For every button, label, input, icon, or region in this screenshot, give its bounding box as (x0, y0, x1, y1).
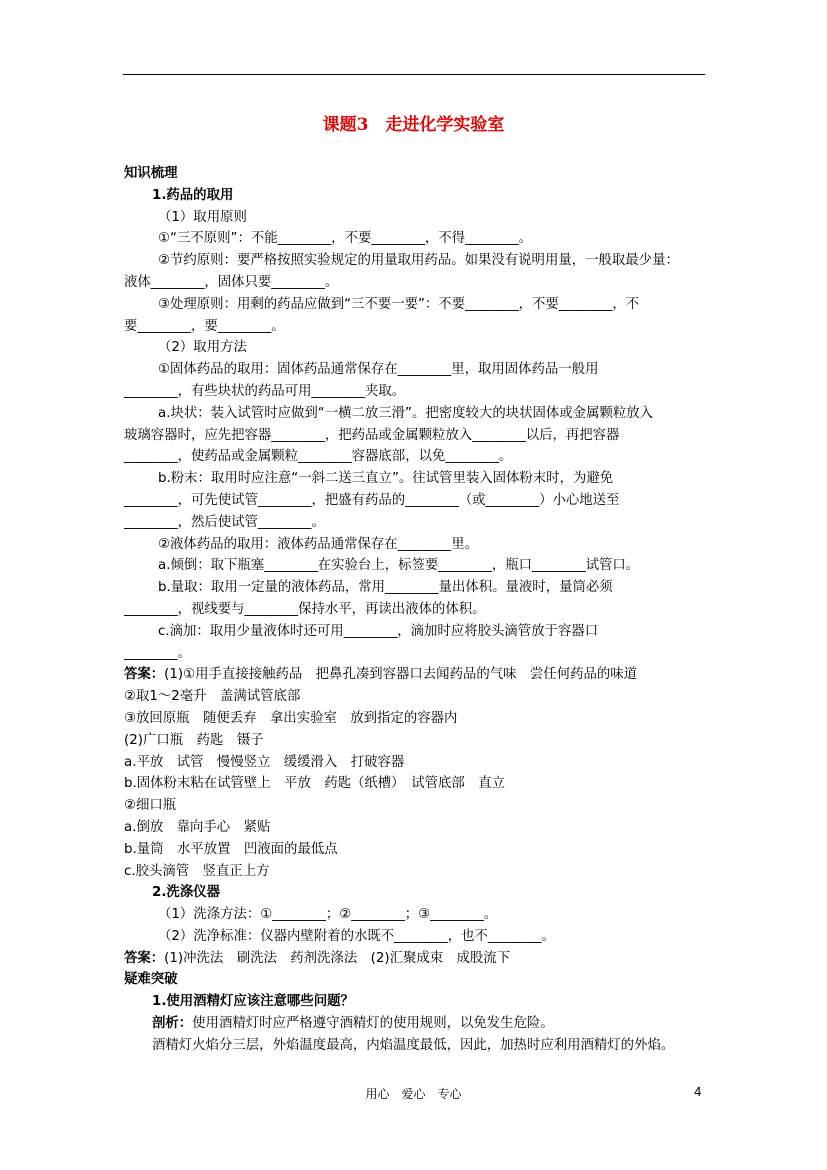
page-footer: 用心 爱心 专心 (365, 1087, 462, 1101)
text-line: b.粉末：取用时应注意“一斜二送三直立”。往试管里装入固体粉末时，为避免 (158, 471, 614, 487)
text-line: 剖析：使用酒精灯时应严格遵守酒精灯的使用规则，以免发生危险。 (152, 1016, 554, 1032)
text-line: （2）洗净标准：仪器内壁附着的水既不________，也不________。 (158, 928, 555, 944)
text-line: a.平放 试管 慢慢竖立 缓缓滑入 打破容器 (124, 754, 405, 770)
text-line: （1）洗涤方法：①________；②________；③________。 (158, 907, 498, 923)
text-line: ________，然后使试管________。 (124, 514, 325, 530)
text-line: 要________，要________。 (124, 318, 285, 334)
text-line: ________，有些块状的药品可用________夹取。 (124, 383, 406, 399)
document-body (124, 163, 706, 1057)
text-line: b.固体粉末粘在试管壁上 平放 药匙（纸槽） 试管底部 直立 (124, 776, 505, 792)
text-line: a.倾倒：取下瓶塞________在实验台上，标签要________，瓶口________试管口。 (158, 558, 640, 574)
text-line: 酒精灯火焰分三层，外焰温度最高，内焰温度最低，因此，加热时应利用酒精灯的外焰。 (152, 1037, 675, 1053)
text-line: ________，使药品或金属颗粒________容器底部，以免________。 (124, 449, 513, 465)
text-line: ③放回原瓶 随便丢弃 拿出实验室 放到指定的容器内 (124, 710, 458, 726)
bold-label: 答案： (124, 667, 165, 683)
text-line: c.胶头滴管 竖直正上方 (124, 863, 270, 879)
text-line: c.滴加：取用少量液体时还可用________，滴加时应将胶头滴管放于容器口 (158, 623, 599, 639)
text-line: （1）取用原则 (158, 209, 247, 225)
text-line: ________，视线要与________保持水平，再读出液体的体积。 (124, 601, 486, 617)
text-line: 2.洗涤仪器 (152, 885, 220, 901)
text-line: 玻璃容器时，应先把容器________，把药品或金属颗粒放入________以后，再把容器 (124, 427, 620, 443)
bold-label: 答案： (124, 950, 165, 966)
page-number: 4 (694, 1085, 702, 1099)
text-line: ________，可先使试管________，把盛有药品的________（或________）小心地送至 (124, 492, 620, 508)
text-line: b.量筒 水平放置 凹液面的最低点 (124, 841, 338, 857)
text-line: 1.药品的取用 (152, 187, 234, 203)
text-line: ①“三不原则”：不能________，不要________，不得________。 (158, 231, 533, 247)
text-line: ①固体药品的取用：固体药品通常保存在________里，取用固体药品一般用 (158, 362, 599, 378)
text-line: 1.使用酒精灯应该注意哪些问题？ (152, 994, 354, 1010)
bold-label: 剖析： (152, 1016, 193, 1032)
page-title: 课题3 走进化学实验室 (322, 115, 505, 135)
text-line: ________。 (124, 645, 191, 661)
text-line: ③处理原则：用剩的药品应做到“三不要一要”：不要________，不要________，不 (158, 296, 640, 312)
text-line: b.量取：取用一定量的液体药品，常用________量出体积。量液时，量筒必须 (158, 580, 613, 596)
text-line: （2）取用方法 (158, 340, 247, 356)
text-line: a.块状：装入试管时应做到“一横二放三滑”。把密度较大的块状固体或金属颗粒放入 (158, 405, 654, 421)
text-line: (2)广口瓶 药匙 镊子 (124, 732, 264, 748)
text-line: ②节约原则：要严格按照实验规定的用量取用药品。如果没有说明用量，一般取最少量： (158, 253, 679, 269)
text-line: ②液体药品的取用：液体药品通常保存在________里。 (158, 536, 478, 552)
text-line: 液体________，固体只要________。 (124, 274, 339, 290)
text-line: ②取1～2毫升 盖满试管底部 (124, 689, 301, 705)
text-line: 知识梳理 (124, 166, 178, 181)
text-line: 答案：(1)冲洗法 刷洗法 药剂洗涤法 (2)汇聚成束 成股流下 (124, 950, 511, 966)
text-line: 答案：(1)①用手直接接触药品 把鼻孔凑到容器口去闻药品的气味 尝任何药品的味道 (124, 667, 638, 683)
text-line: a.倒放 靠向手心 紧贴 (124, 819, 271, 835)
text-line: 疑难突破 (124, 972, 178, 988)
header-rule (123, 74, 705, 75)
text-line: ②细口瓶 (124, 798, 177, 814)
